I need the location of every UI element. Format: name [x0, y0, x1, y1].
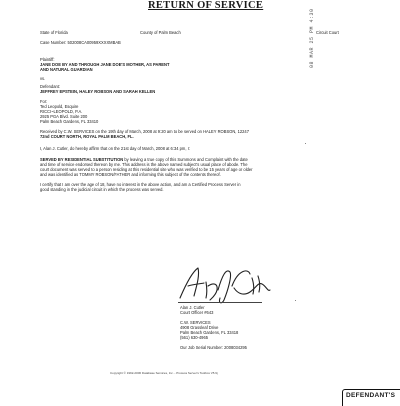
- versus-label: vs.: [40, 76, 46, 81]
- server-name: Alan J. Cutler: [180, 305, 205, 310]
- server-title: Court Officer #643: [180, 310, 214, 315]
- plaintiff-name-line2: AND NATURAL GUARDIAN: [40, 67, 93, 72]
- served-line3: court document was served to a person residing at this residential site who was verified to be 15 years of age or older: [40, 167, 253, 172]
- case-number: Case Number: 502008CA00959XXXXMBAB: [40, 40, 121, 45]
- law-firm: RICCI~LEOPOLD, P.A.: [40, 109, 83, 114]
- served-line4: and was identified as TOMMY ROBSON/FATHER and informing this subject of the contents thereof.: [40, 172, 221, 177]
- certify-line2: good standing in the judicial circuit in which the process was served.: [40, 187, 164, 192]
- company-address-line2: Palm Beach Gardens, FL 33418: [180, 330, 239, 335]
- job-serial-number: Our Job Serial Number: 2008034295: [180, 345, 247, 350]
- served-line2: and time of service endorsed thereon by me. This address is the above named subject's usual place of abode. The: [40, 162, 248, 167]
- company-address-line1: 4908 Grassleaf Drive: [180, 325, 219, 330]
- state-label: State of Florida: [40, 30, 68, 35]
- copyright-footer: Copyright © 1992-2006 Database Services, Inc. - Process Server's Toolbox V5.9j: [110, 371, 218, 375]
- signature-line: [178, 302, 262, 303]
- defendant-label: Defendant:: [40, 84, 61, 89]
- plaintiff-name-line1: JANE DOE BY AND THROUGH JANE DOE'S MOTHER, AS PARENT: [40, 62, 170, 67]
- firm-address-line1: 2925 PGA Blvd. Suite 200: [40, 114, 88, 119]
- served-heading: SERVED BY RESIDENTIAL SUBSTITUTION: [40, 157, 124, 162]
- exhibit-tab-label: DEFENDANT'S: [346, 392, 396, 399]
- received-line1: Received by C.W. SERVICES on the 19th day of March, 2008 at 9:20 am to be served on HALEY ROBSON, 12247: [40, 129, 249, 134]
- plaintiff-label: Plaintiff:: [40, 57, 55, 62]
- served-text: by leaving a true copy of this Summons and Complaint with the date: [123, 157, 248, 162]
- county-label: County of Palm Beach: [140, 30, 181, 35]
- signature-graphic: [174, 262, 274, 306]
- document-title: RETURN OF SERVICE: [148, 0, 264, 11]
- scan-speck: [305, 143, 306, 144]
- scan-speck: [295, 300, 296, 301]
- affirm-line: I, Alan J. Cutler, do hereby affirm that on the 21st day of March, 2008 at 6:34 pm, I:: [40, 146, 190, 151]
- attorney-name: Ted Leopold, Esquire: [40, 104, 79, 109]
- company-name: C.W. SERVICES: [180, 320, 211, 325]
- received-line2: 72nd COURT NORTH, ROYAL PALM BEACH, FL.: [40, 134, 134, 139]
- firm-address-line2: Palm Beach Gardens, FL 33410: [40, 119, 99, 124]
- court-label: Circuit Court: [316, 30, 339, 35]
- received-stamp: 08 MAR 25 PM 4:30: [309, 8, 315, 68]
- exhibit-tab: [342, 389, 400, 406]
- for-label: For:: [40, 99, 48, 104]
- certify-line1: I certify that I am over the age of 18, have no interest in the above action, and am a Certified Process Server in: [40, 182, 241, 187]
- company-phone: (561) 630-4965: [180, 335, 208, 340]
- defendant-names: JEFFREY EPSTEIN, HALEY ROBSON AND SARAH KELLEN: [40, 89, 156, 94]
